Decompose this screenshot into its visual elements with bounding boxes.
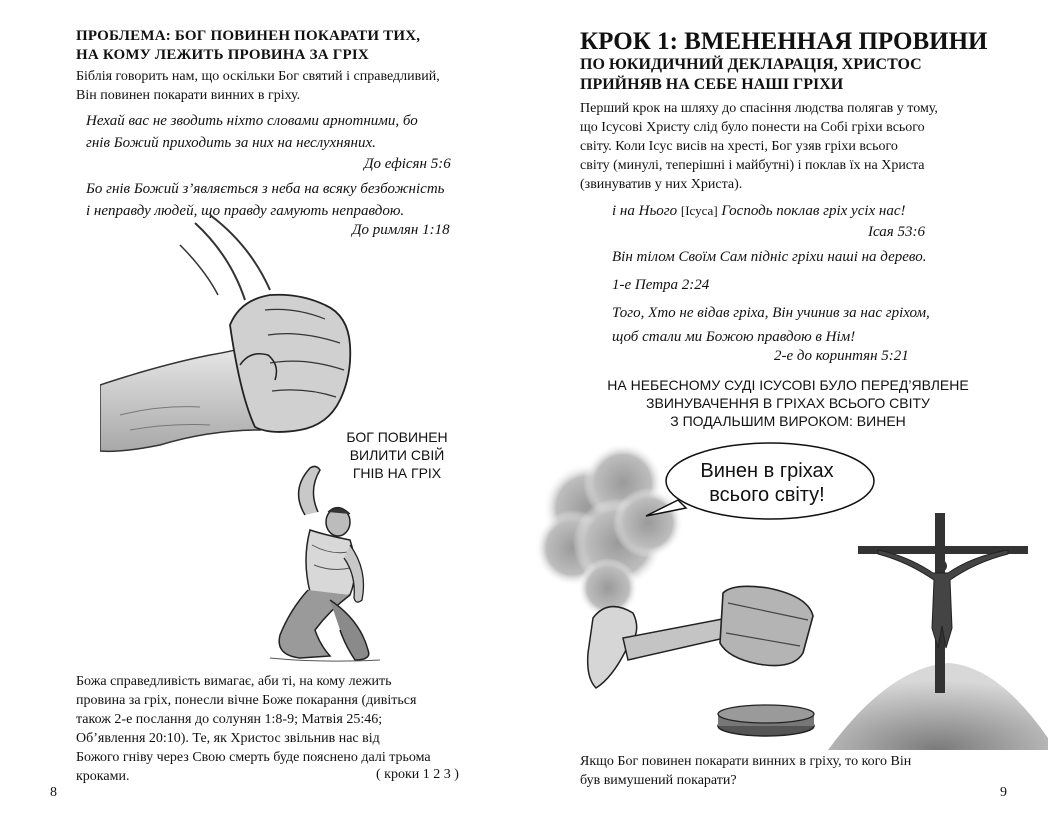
fist-illustration <box>100 215 360 455</box>
quote-isaiah: і на Нього [Ісуса] Господь поклав гріх усіх нас! <box>612 203 906 219</box>
quote-romans: Бо гнів Божий з’являється з неба на всяку безбожність і неправду людей, що правду гамують неправдою. <box>86 181 445 219</box>
wrath-caption: БОГ ПОВИНЕН ВИЛИТИ СВІЙ ГНІВ НА ГРІХ <box>346 429 448 481</box>
right-page <box>528 0 1056 816</box>
quote-peter: Він тілом Своїм Сам підніс гріхи наші на дерево. 1-е Петра 2:24 <box>612 249 927 293</box>
steps-note: ( кроки 1 2 3 ) <box>376 767 459 782</box>
step-subtitle: ПО ЮКИДИЧНИЙ ДЕКЛАРАЦІЯ, ХРИСТОС ПРИЙНЯВ НА СЕБЕ НАШІ ГРІХИ <box>580 56 922 93</box>
ref-romans: До римлян 1:18 <box>352 222 450 238</box>
cloud-shape <box>535 443 683 618</box>
problem-heading: ПРОБЛЕМА: БОГ ПОВИНЕН ПОКАРАТИ ТИХ, НА КОМУ ЛЕЖИТЬ ПРОВИНА ЗА ГРІХ <box>76 28 421 63</box>
closing-question: Якщо Бог повинен покарати винних в гріху, то кого Він був вимушений покарати? <box>580 754 912 788</box>
ref-ephesians: До ефісян 5:6 <box>364 156 451 172</box>
kneeling-man-illustration <box>250 460 390 665</box>
ref-corinthians: 2-е до коринтян 5:21 <box>774 348 909 364</box>
quote-corinthians: Того, Хто не відав гріха, Він учинив за нас гріхом, щоб стали ми Божою правдою в Нім! <box>612 305 930 345</box>
gavel <box>588 586 814 736</box>
step-title: КРОК 1: ВМЕНЕННАЯ ПРОВИНИ <box>580 28 988 55</box>
justice-paragraph: Божа справедливість вимагає, аби ті, на кому лежить провина за гріх, понесли вічне Боже покарання (дивіться також 2-е послання до солунян 1:8-9; Матвія 25:46; Об’явлення 20:10). Те, як Христос звільнив нас від Божого гніву через Свою смерть буде пояснено далі трьома кроками. <box>76 674 431 784</box>
step-intro: Перший крок на шляху до спасіння людства полягав у тому, що Ісусові Христу слід було понести на Собі гріхи всього світу. Коли Ісус висів на хресті, Бог узяв гріхи всього світу (минулі, теперішні і майбутні) і поклав їх на Христа (звинуватив у них Христа). <box>580 101 938 192</box>
ref-isaiah: Ісая 53:6 <box>868 224 925 240</box>
cross <box>828 513 1048 750</box>
bubble-text: Винен в гріхах всього світу! <box>700 460 834 506</box>
court-caption: НА НЕБЕСНОМУ СУДІ ІСУСОВІ БУЛО ПЕРЕД’ЯВЛЕНЕ ЗВИНУВАЧЕННЯ В ГРІХАХ ВСЬОГО СВІТУ З ПОДАЛЬШИМ ВИРОКОМ: ВИНЕН <box>607 377 969 429</box>
page-number-left: 8 <box>50 785 57 800</box>
page-number-right: 9 <box>1000 785 1007 800</box>
problem-intro: Біблія говорить нам, що оскільки Бог святий і справедливий, Він повинен покарати винних в гріху. <box>76 69 440 103</box>
quote-ephesians: Нехай вас не зводить ніхто словами арнотними, бо гнів Божий приходить за них на неслухняних. <box>86 113 418 151</box>
